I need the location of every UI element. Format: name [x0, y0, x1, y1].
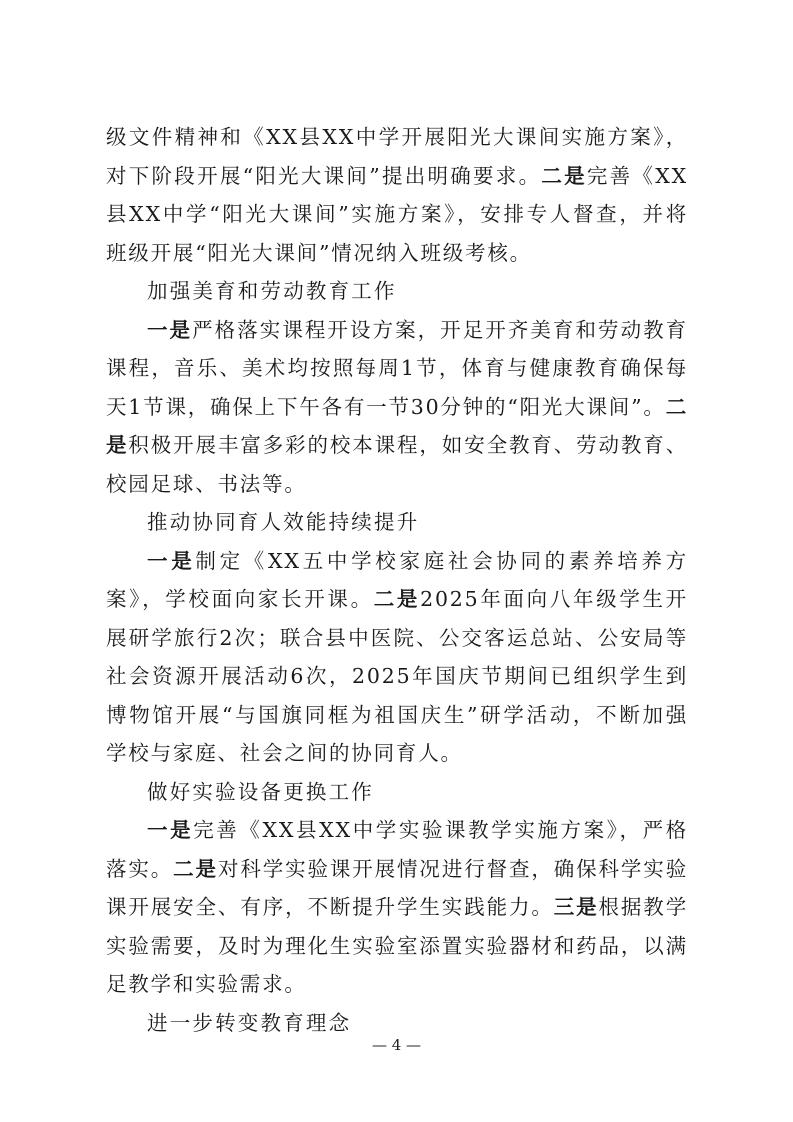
paragraph-lead: 二是 — [541, 163, 587, 188]
paragraph-text: 完善《XX县XX中学“阳光大课间”实施方案》，安排专人督查，并将班级开展“阳光大课间”情况纳入班级考核。 — [106, 163, 688, 265]
section-heading-education-philosophy: 进一步转变教育理念 — [147, 1010, 352, 1035]
paragraph-lab-equipment — [106, 811, 688, 1004]
paragraph-text: 完善《XX县XX中学实验课教学实施方案》，严格落实。 — [106, 818, 688, 881]
paragraph-lead: 三是 — [553, 895, 599, 919]
paragraph-text: 2025年面向八年级学生开展研学旅行2次；联合县中医院、公交客运总站、公安局等社会资源开展活动6次，2025年国庆节期间已组织学生到博物馆开展“与国旗同框为祖国庆生”研学活动，不断加强学校与家庭、社会之间的协同育人。 — [106, 587, 688, 765]
paragraph-lead: 一是 — [147, 818, 194, 842]
paragraph-text: 级文件精神和《XX县XX中学开展阳光大课间实施方案》，对下阶段开展“阳光大课间”提出明确要求。 — [106, 125, 688, 188]
paragraph-lead: 二是 — [373, 587, 421, 611]
paragraph-text: 严格落实课程开设方案，开足开齐美育和劳动教育课程，音乐、美术均按照每周1节，体育与健康教育确保每天1节课，确保上下午各有一节30分钟的“阳光大课间”。 — [106, 317, 688, 419]
section-heading-lab-equipment: 做好实验设备更换工作 — [147, 779, 374, 804]
paragraph-collaborative — [106, 542, 688, 773]
section-heading-collaborative: 推动协同育人效能持续提升 — [147, 510, 420, 534]
paragraph-text: 对科学实验课开展情况进行督查，确保科学实验课开展安全、有序，不断提升学生实践能力。 — [106, 856, 688, 919]
page-number: — 4 — — [371, 1036, 422, 1054]
paragraph-lead: 一是 — [147, 548, 196, 573]
paragraph-sunshine-break — [106, 118, 688, 272]
paragraph-lead: 一是 — [147, 317, 193, 342]
paragraph-text: 积极开展丰富多彩的校本课程，如安全教育、劳动教育、校园足球、书法等。 — [106, 433, 688, 496]
paragraph-arts-labor — [106, 311, 688, 504]
section-heading-arts-labor: 加强美育和劳动教育工作 — [147, 279, 397, 303]
paragraph-text: 制定《XX五中学校家庭社会协同的素养培养方案》，学校面向家长开课。 — [106, 548, 688, 611]
paragraph-lead: 二是 — [173, 856, 218, 881]
document-body — [106, 118, 688, 1042]
paragraph-lead: 二是 — [106, 394, 688, 457]
paragraph-text: 根据教学实验需要，及时为理化生实验室添置实验器材和药品，以满足教学和实验需求。 — [106, 895, 688, 996]
